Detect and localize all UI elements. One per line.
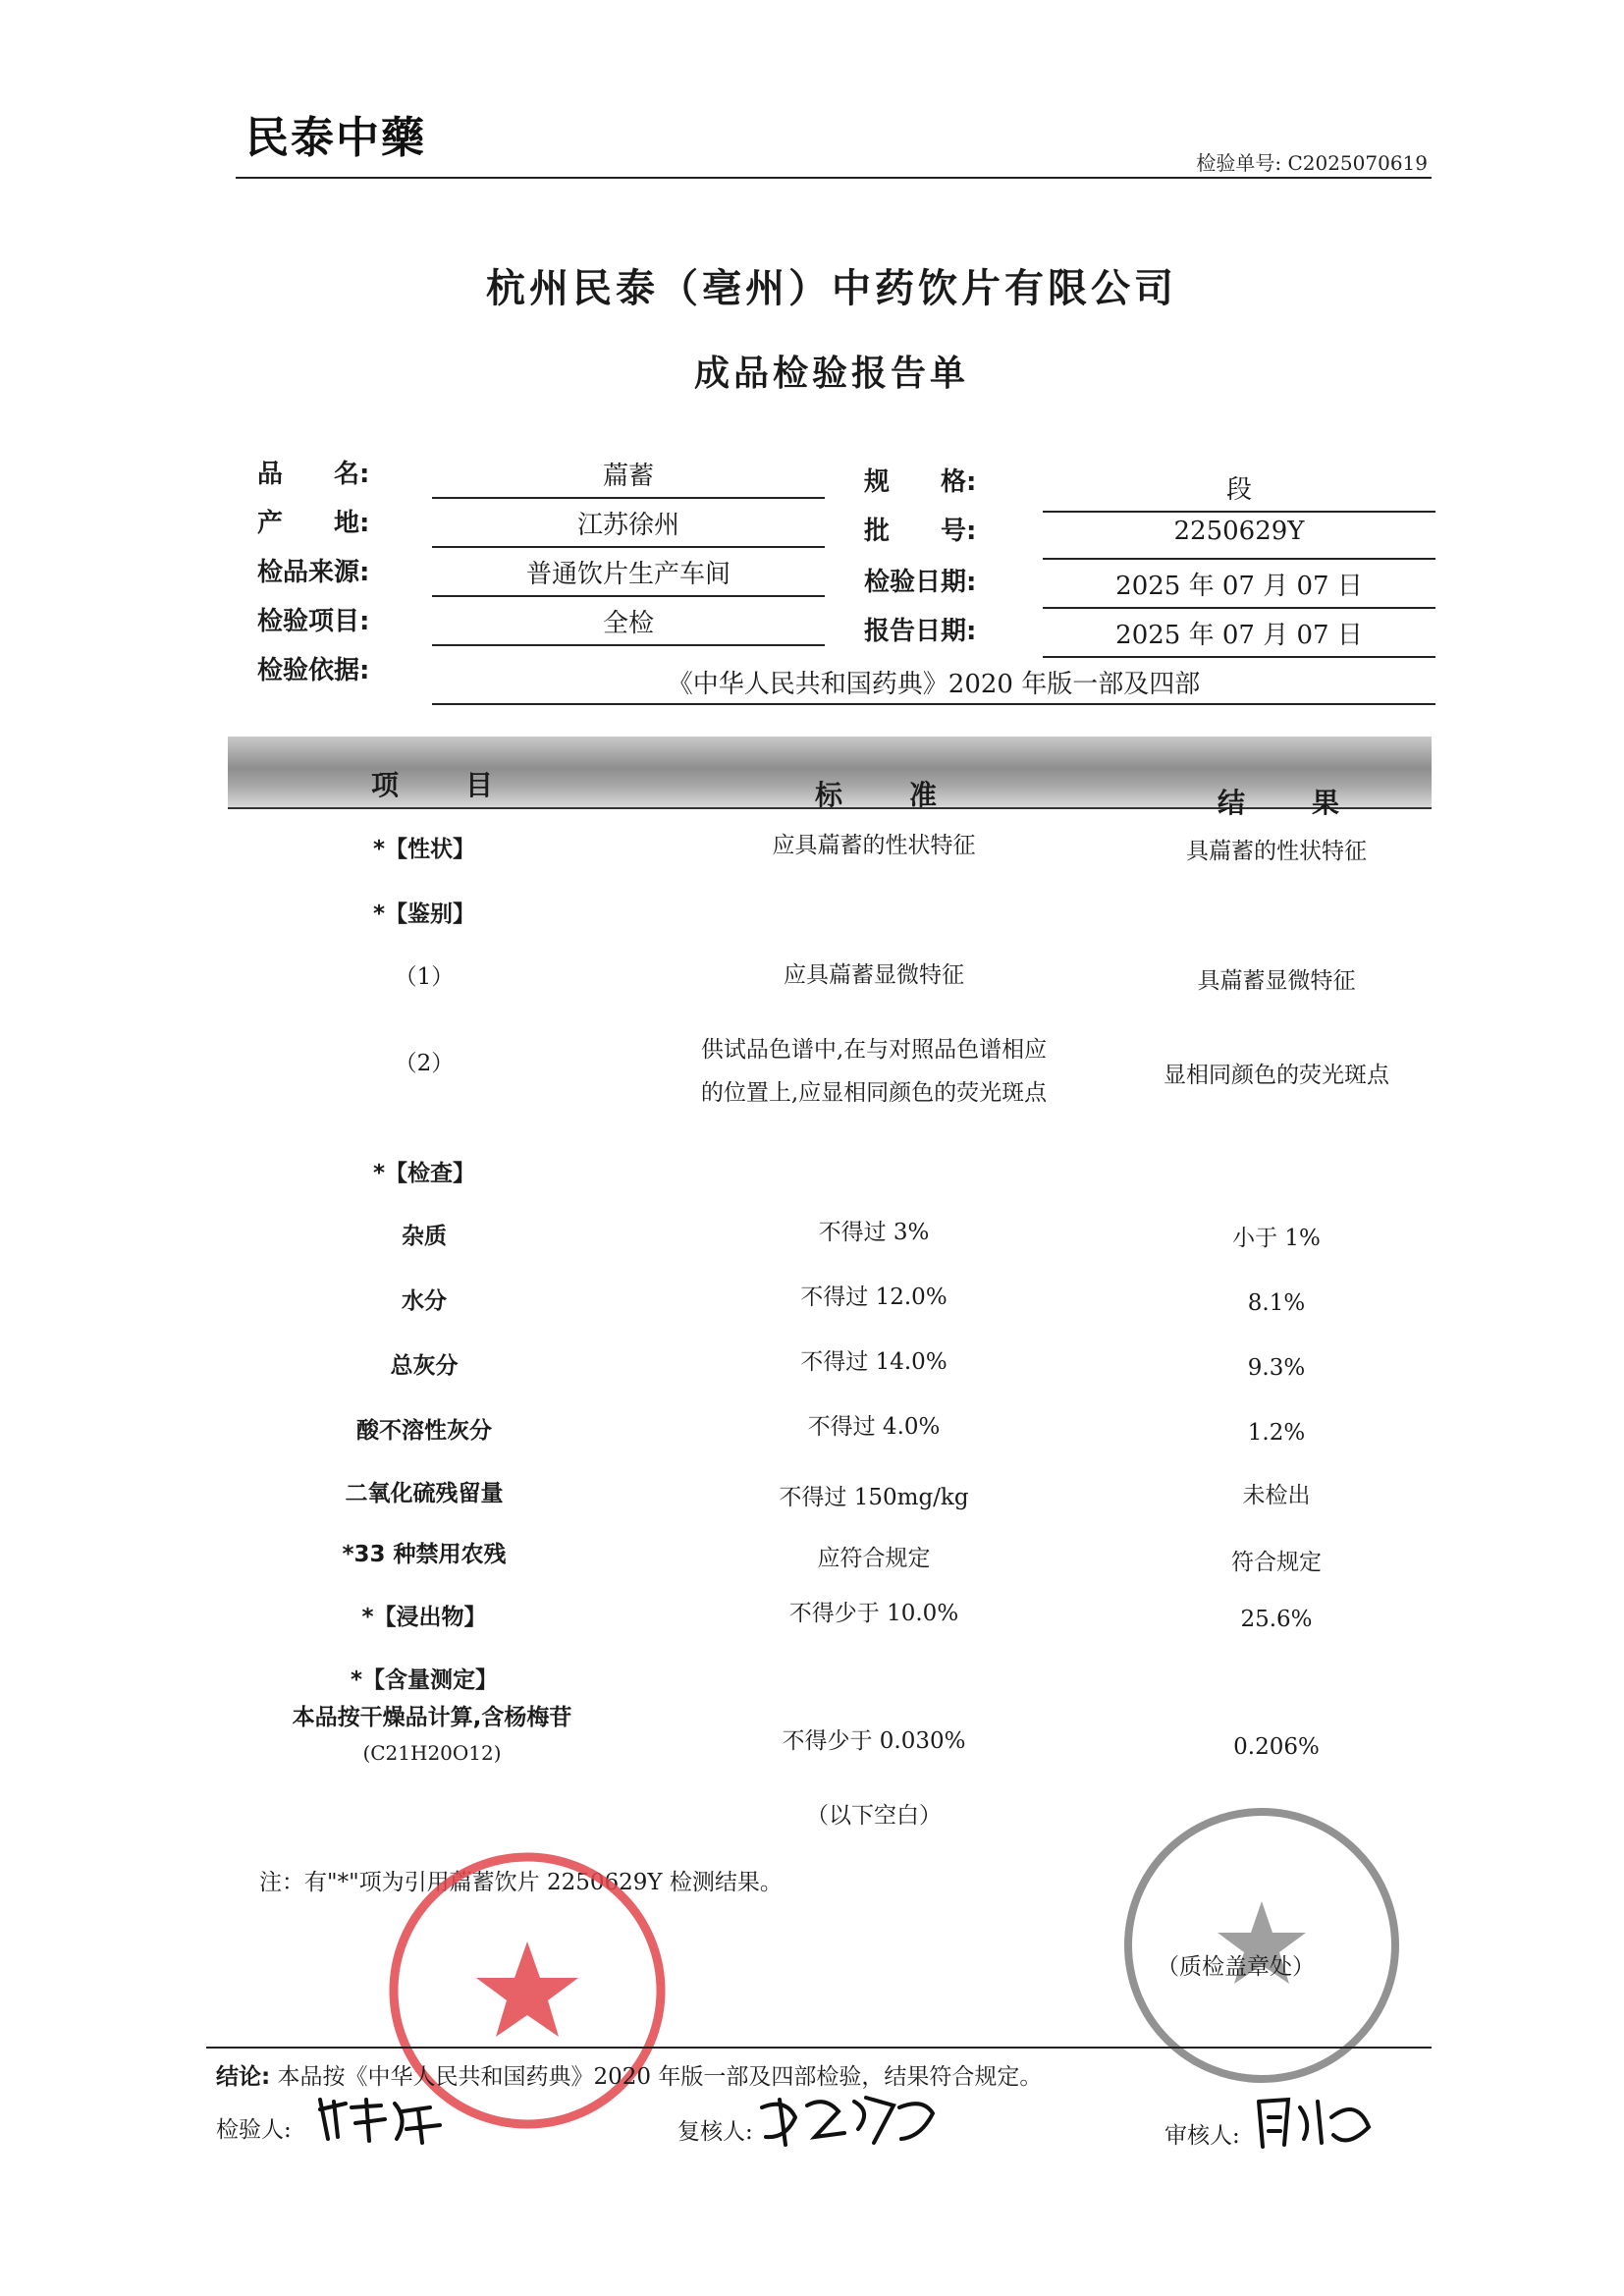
row-item: *【浸出物】 — [361, 1605, 487, 1630]
row-result: 9.3% — [1247, 1355, 1306, 1381]
row-item: 酸不溶性灰分 — [356, 1418, 492, 1444]
product-name-value: 萹蓄 — [602, 462, 654, 491]
row-standard: 不得少于 0.030% — [782, 1728, 966, 1754]
approver-label: 审核人: — [1164, 2123, 1240, 2149]
row-standard-line2: 的位置上,应显相同颜色的荧光斑点 — [700, 1080, 1048, 1106]
doc-number: 检验单号: C2025070619 — [1196, 151, 1428, 175]
row-standard: 不得过 3% — [818, 1220, 930, 1245]
col-standard-header: 标 准 — [815, 779, 957, 811]
quality-seal-gray — [1119, 1803, 1404, 2088]
row-result: 8.1% — [1247, 1290, 1306, 1316]
row-standard: 应符合规定 — [817, 1546, 931, 1571]
blank-note: （以下空白） — [806, 1803, 942, 1829]
inspector-signature — [312, 2090, 460, 2149]
row-result: 小于 1% — [1232, 1226, 1321, 1251]
row-standard: 不得少于 10.0% — [788, 1601, 959, 1626]
underline — [1043, 656, 1435, 658]
item-value: 全检 — [602, 609, 654, 638]
row-result: 显相同颜色的荧光斑点 — [1164, 1063, 1389, 1088]
row-item: （2） — [394, 1051, 455, 1076]
approver-signature — [1249, 2088, 1377, 2153]
underline — [432, 703, 1435, 705]
report-date-label: 报告日期: — [864, 617, 977, 646]
row-item: 二氧化硫残留量 — [345, 1481, 504, 1506]
row-standard: 供试品色谱中,在与对照品色谱相应 — [700, 1037, 1048, 1063]
row-result: 25.6% — [1240, 1607, 1313, 1632]
source-label: 检品来源: — [257, 558, 370, 587]
row-item: （1） — [394, 964, 455, 990]
origin-label: 产 地: — [257, 509, 370, 538]
conclusion-label: 结论: — [216, 2064, 271, 2090]
report-title: 成品检验报告单 — [693, 354, 969, 394]
row-item: 杂质 — [402, 1224, 447, 1249]
inspect-date-value: 2025 年 07 月 07 日 — [1115, 572, 1363, 601]
row-standard: 不得过 14.0% — [800, 1349, 947, 1375]
batch-value: 2250629Y — [1173, 517, 1305, 546]
footnote: 注：有"*"项为引用萹蓄饮片 2250629Y 检测结果。 — [259, 1870, 783, 1895]
row-item: *【性状】 — [372, 837, 476, 862]
row-item: 本品按干燥品计算,含杨梅苷 — [292, 1705, 572, 1730]
row-result: 具萹蓄显微特征 — [1197, 968, 1356, 994]
row-item: *【鉴别】 — [372, 902, 476, 927]
row-standard: 应具萹蓄显微特征 — [784, 962, 964, 988]
row-item: *【含量测定】 — [350, 1667, 499, 1693]
reviewer-signature — [756, 2088, 943, 2151]
conclusion-text: 本品按《中华人民共和国药典》2020 年版一部及四部检验，结果符合规定。 — [277, 2064, 1043, 2090]
underline — [432, 546, 825, 548]
basis-value: 《中华人民共和国药典》2020 年版一部及四部 — [667, 670, 1201, 699]
underline — [432, 497, 825, 499]
source-value: 普通饮片生产车间 — [525, 560, 731, 589]
batch-label: 批 号: — [864, 517, 977, 546]
header-divider — [236, 177, 1432, 179]
row-standard: 不得过 12.0% — [800, 1285, 947, 1310]
col-result-header: 结 果 — [1218, 787, 1360, 819]
item-label: 检验项目: — [257, 607, 370, 636]
row-item: *【检查】 — [372, 1161, 476, 1186]
spec-label: 规 格: — [864, 467, 977, 497]
underline — [1043, 511, 1435, 513]
seal-placeholder-text: （质检盖章处） — [1157, 1954, 1315, 1980]
row-item: *33 种禁用农残 — [342, 1542, 507, 1567]
row-result: 具萹蓄的性状特征 — [1186, 839, 1367, 864]
row-item: 水分 — [402, 1288, 447, 1314]
product-name-label: 品 名: — [257, 460, 370, 489]
row-standard: 不得过 4.0% — [807, 1414, 941, 1440]
col-item-header: 项 目 — [371, 769, 514, 801]
row-result: 1.2% — [1247, 1420, 1306, 1446]
spec-value: 段 — [1225, 475, 1252, 505]
underline — [1043, 607, 1435, 609]
inspect-date-label: 检验日期: — [864, 568, 977, 597]
basis-label: 检验依据: — [257, 656, 370, 685]
company-logo: 民泰中藥 — [245, 113, 426, 163]
row-result: 符合规定 — [1231, 1550, 1322, 1575]
row-result: 未检出 — [1242, 1483, 1311, 1508]
row-result: 0.206% — [1233, 1734, 1320, 1760]
row-item-formula: (C21H20O12) — [362, 1741, 502, 1765]
origin-value: 江苏徐州 — [576, 511, 679, 540]
underline — [432, 644, 825, 646]
row-standard: 应具萹蓄的性状特征 — [772, 833, 976, 858]
row-standard: 不得过 150mg/kg — [779, 1485, 969, 1510]
inspector-label: 检验人: — [216, 2117, 292, 2143]
underline — [432, 595, 825, 597]
footer-divider — [206, 2047, 1432, 2049]
underline — [1043, 558, 1435, 560]
company-name: 杭州民泰（亳州）中药饮片有限公司 — [486, 266, 1177, 311]
conclusion — [216, 2058, 1042, 2091]
row-item: 总灰分 — [390, 1353, 459, 1379]
reviewer-label: 复核人: — [677, 2119, 753, 2145]
report-date-value: 2025 年 07 月 07 日 — [1115, 621, 1363, 650]
